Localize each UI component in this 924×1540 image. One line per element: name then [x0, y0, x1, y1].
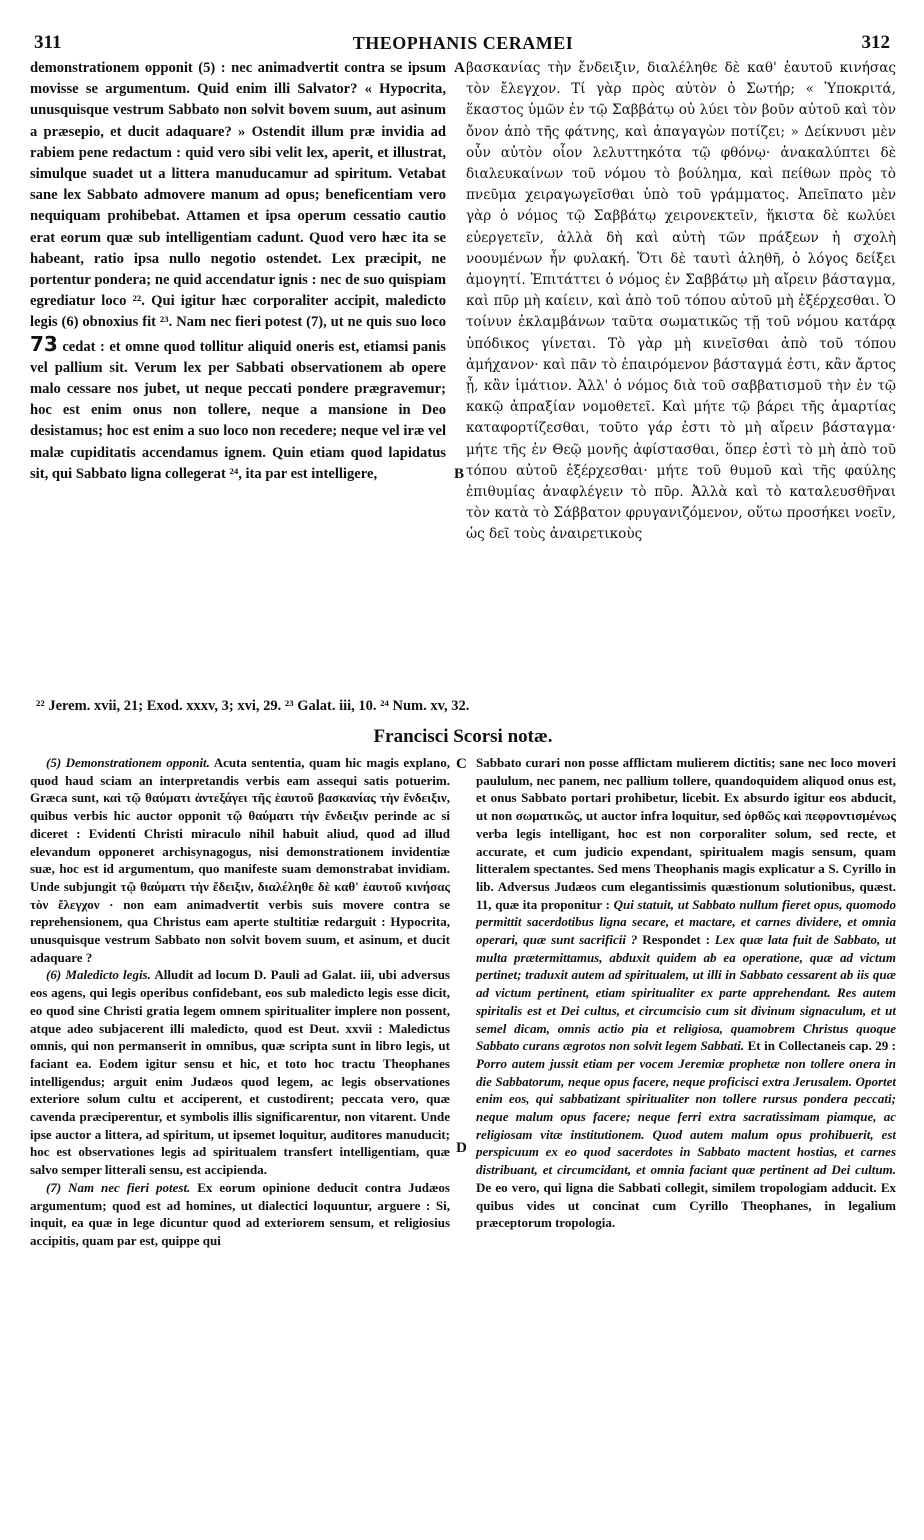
note-quote-2: Lex quæ lata fuit de Sabbato, ut multa prætermittamus, abduxit quidem ab ea operatione, quæ ad victum pertinet; traduxit autem ad spiritualem, ut illi in Sabbato cessarent ab iis quæ ad victum pertinent, etiam spiritualiter ex parte apprehendant. Res autem spiritalis est et Dei cultus, et circumcisio cum sit divinum signaculum, et ut semel dicam, omnis actio pia et religiosa, quamobrem Christus quoque Sabbato curans ægrotos non solvit legem Sabbati. — [476, 932, 896, 1054]
page — [30, 28, 896, 1528]
margin-letter-d: D — [456, 1140, 467, 1156]
latin-paragraph — [30, 58, 446, 485]
greek-column — [454, 58, 896, 690]
note-quote-3: Porro autem jussit etiam per vocem Jeremiæ prophetæ non tollere onera in die Sabbatorum, neque opus facere, neque proficisci extra Jerusalem. Oportet enim eos, qui sabbatizant spiritualiter non tollere rursus pondera peccati; neque malum opus facere; neque ferri extra sacratissimam piamque, ac religiosam vitæ institutionem. Quod autem malum opus prohibuerit, est perspicuum ex eo quod sacerdotes in Sabbato mactent hostias, et carnes distribuant, et circumcidant, et omnia faciant quæ pertinent ad Dei cultum. — [476, 1055, 896, 1178]
margin-letter-b: B — [454, 466, 465, 482]
note-5-text: Acuta sententia, quam hic magis explano, quod haud sciam an interpretandis verbis eam assequi satis potuerim. Græca sunt, καὶ τῷ θαύματι ἀντεξάγει τῆς ἑαυτοῦ βασκανίας τὴν ἔνδειξιν, quibus verbis hic auctor opponit τῷ θαύματι τὴν ἔνδειξιν perinde ac si diceret : Evidenti Christi miraculo nihil habuit aliud, quod ad illud elevandum opponeret archisynagogus, nisi demonstrationem invidentiæ suæ, hoc est id argumentum, quo manifeste suam demonstrabat invidiam. Unde subjungit τῷ θαύματι τὴν ἔδειξιν, διαλέληθε δὲ καθ' ἑαυτοῦ κινήσας τὸν ἔλεγχον · non eam animadvertit verbis suis movere contra se reprehensionem, qua Christus eam aperte stultitiæ redarguit : Hypocrita, unusquisque vestrum Sabbato non solvit bovem suum, et asinum, et ducit adaquare ? — [30, 755, 450, 965]
margin-letter-c: C — [456, 756, 467, 772]
note-cont-part-4: De eo vero, qui ligna die Sabbati collegit, similem tropologiam adducit. Ex quibus vides ut concinat cum Cyrillo Theophanes, in legalium præceptorum tropologia. — [476, 1179, 896, 1231]
note-7-label: (7) Nam nec fieri potest. — [46, 1179, 191, 1195]
notes-title: Francisci Scorsi notæ. — [373, 726, 553, 747]
note-5 — [30, 754, 450, 966]
note-6-text: Alludit ad locum D. Pauli ad Galat. iii, ubi adversus eos agens, qui legis operibus confidebant, eos sub maledicto legis esse dicit, eo quod sine Christi gratia legem omnem spiritualiter implere non possent, atque adeo subjacerent illi maledicto, quod est Deut. xxvii : Maledictus omnis, qui non permanserit in omnibus, quæ scripta sunt in libro legis, ut faciant ea. Eodem igitur sensu et hic, et toto hoc tractu Theophanes intelligendus; arguit enim Judæos quod legem, ac legis observationes exteriore solum cultu et acciperent, et custodirent; peccata vero, quæ cavenda præciperentur, et symbolis illis significarentur, non vitarent. Unde ipse auctor a littera, ad spiritum, ut ipsemet loquitur, auditores manuducit; hoc est observationes legis ad spiritualem transfert intelligentiam, quæ salvo semper litterali sensu, est accipienda. — [30, 967, 450, 1178]
latin-text-part-1: demonstrationem opponit (5) : nec animadvertit contra se ipsum movisse se argumentum. Quid enim illi Salvator? « Hypocrita, unusquisque vestrum Sabbato non solvit bovem suum, aut asinum a præsepio, et ducit adaquare? » Ostendit illum præ invidia ad rabiem pene redactum : quid vero sibi velit lex, aperit, et illustrat, simulque suadet ut a littera manuducamur ad spiritum. Vetabat sane lex Sabbato admovere manum ad opus; beneficentiam vero nequiquam prohibebat. Attamen et ipsa operum cessatio cautio erat eorum quæ sub intelligentiam cadunt. Quod vero hæc ita se habeant, ratio ipsa nullo negotio ostendet. Lex præcipit, ne portentur pondera; ne quid accendatur ignis : nec de suo quispiam egrediatur loco ²². Qui igitur hæc corporaliter accipit, maledicto legis (6) obnoxius fit ²³. Nam nec fieri potest (7), ut ne quis suo loco — [30, 60, 446, 331]
notes-right-column — [464, 754, 896, 1474]
note-cont-part-3: Et in Collectaneis cap. 29 : — [744, 1038, 896, 1054]
note-7 — [30, 1179, 450, 1250]
footnotes: ²² Jerem. xvii, 21; Exod. xxxv, 3; xvi, 29. ²³ Galat. iii, 10. ²⁴ Num. xv, 32. — [36, 698, 470, 714]
greek-paragraph: βασκανίας τὴν ἔνδειξιν, διαλέληθε δὲ καθ' ἑαυτοῦ κινήσας τὸν ἔλεγχον. Τί γὰρ πρὸς αὐτὸν ὁ Σωτήρ; « Ὑποκριτά, ἕκαστος ὑμῶν ἐν τῷ Σαββάτῳ οὐ λύει τὸν βοῦν αὐτοῦ καὶ τὸν ὄνον ἀπὸ τῆς φάτνης, καὶ ἀπαγαγὼν ποτίζει; » Δείκνυσι μὲν οὖν αὐτὸν οἷον λελυττηκότα τῷ φθόνῳ· ἀνακαλύπτει δὲ διαλευκαίνων τοῦ νόμου τὸ βούλημα, καὶ πείθων πρὸς τὸ πνεῦμα χειραγωγεῖσθαι ὑπὸ τοῦ γράμματος. Ἀπεῖπατο μὲν γὰρ ὁ νόμος τῷ Σαββάτῳ χειρονεκτεῖν, ἥκιστα δὲ κωλύει εὐεργετεῖν, ἀλλὰ δὴ καὶ αὐτὴ τῶν πράξεων ἡ σχολὴ νοουμένων ἦν φυλακή. Ὅτι δὲ ταυτὶ ἀληθῆ, ὁ λόγος δείξει ἀμογητί. Ἐπιτάττει ὁ νόμος ἐν Σαββάτῳ μὴ αἴρειν βάσταγμα, καὶ πῦρ μὴ καίειν, καὶ ἀπὸ τοῦ τόπου αὐτοῦ μὴ ἐξέρχεσθαι. Ὁ τοίνυν ἐκλαμβάνων ταῦτα σωματικῶς τῇ τοῦ νόμου κατάρᾳ ὑπόδικος γίνεται. Τὸ γὰρ μὴ κινεῖσθαι ἀπὸ τοῦ τόπου ἀμήχανον· καὶ πᾶν τὸ ἐπαιρόμενον βάσταγμά ἐστι, κἂν ἄρτος ᾖ, κἂν ἱμάτιον. Ἀλλ' ὁ νόμος διὰ τοῦ σαββατισμοῦ τὴν ἐν τῷ κακῷ ἀπραξίαν νομοθετεῖ. Καὶ μήτε τῷ βάρει τῆς ἁμαρτίας καταφορτίζεσθαι, τοῦτο γάρ ἐστι τὸ μὴ αἴρειν βάσταγμα· μήτε τῆς ἐν Θεῷ μονῆς ἀφίστασθαι, ὅπερ ἐστὶ τὸ μὴ ἀπὸ τοῦ τόπου αὐτοῦ ἐξέρχεσθαι· μήτε τοῦ θυμοῦ καὶ τῆς φαύλης ἐπιθυμίας ἀναφλέγειν τὸ πῦρ. Ἀλλὰ καὶ τὸ καταλευσθῆναι τὸν κατὰ τὸ Σάββατον φρυγανιζόμενον, οὕτω προσήκει νοεῖν, ὡς δεῖ τοὺς ἀναιρετικοὺς — [466, 60, 896, 543]
latin-text-part-2: cedat : et omne quod tollitur aliquid oneris est, etiamsi panis vel pallium sit. Verum lex per Sabbati observationem ab opere malo cessare nos jubet, ut neque peccati pondere prægravemur; hoc est enim onus non tollere, neque a mansione in Deo desistamus; hoc est enim a suo loco non recedere; neque vel iræ vel malæ cupiditatis accendamus ignem. Quin etiam quod lapidatus sit, qui Sabbato ligna collegerat ²⁴, ita par est intelligere, — [30, 338, 446, 482]
latin-column — [30, 58, 454, 690]
margin-letter-a: A — [454, 60, 465, 76]
running-title: THEOPHANIS CERAMEI — [352, 33, 574, 53]
note-quote-1: Qui statuit, ut Sabbato nullum fieret opus, quomodo permittit sacerdotibus ligna secare, et mactare, et carnes dividere, et omnia operari, quæ sunt sacrificii ? — [476, 896, 896, 948]
page-number-right: 312 — [861, 32, 890, 53]
note-6-label: (6) Maledicto legis. — [46, 967, 151, 983]
main-text — [30, 58, 896, 690]
running-head — [30, 28, 896, 58]
notes — [30, 754, 896, 1474]
page-number-left: 311 — [34, 32, 62, 53]
note-5-label: (5) Demonstrationem opponit. — [46, 755, 210, 770]
note-6 — [30, 966, 450, 1178]
inline-marker: 73 — [30, 331, 58, 356]
note-cont-part-2: Respondet : — [637, 932, 710, 948]
notes-left-column — [30, 754, 464, 1474]
note-7-text: Ex eorum opinione deducit contra Judæos argumentum; quod est ad homines, ut dialectici loquuntur, arguere : Si, inquit, ea quæ in lege dicuntur quod ad exteriorem sensum, et religiosius accipitis, quam par est, quippe qui — [30, 1179, 450, 1248]
note-cont-part-1: Sabbato curari non posse afflictam mulierem dictitis; sane nec loco moveri paululum, nec panem, nec pallium tollere, quandoquidem aliquod onus est, et onus Sabbato portari prohibetur, licebit. Ex absurdo igitur eos abducit, ut non σωματικῶς, ut auctor infra loquitur, sed ὀρθῶς καὶ πεφροντισμένως verba legis intelligant, hoc est non corporaliter solum, sed recte, et accurate, et cum judicio expendant, spiritualem magis sensum, quam litteralem spectantes. Sed mens Theophanis magis explicatur a S. Cyrillo in lib. Adversus Judæos cum elegantissimis quæstionum solutionibus, quæst. 11, quæ ita proponitur : — [476, 755, 896, 912]
note-continuation — [476, 754, 896, 1232]
